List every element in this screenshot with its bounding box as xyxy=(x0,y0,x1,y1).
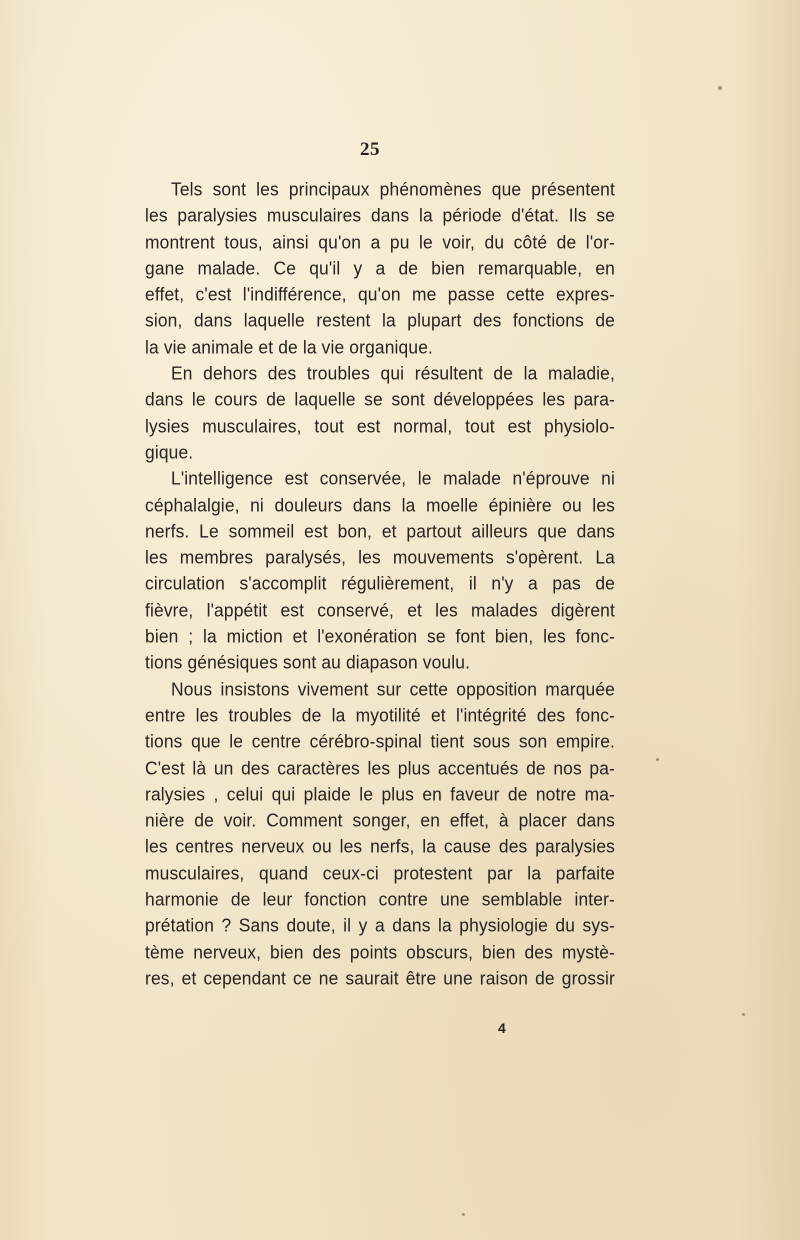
text-line: les paralysies musculaires dans la période d'état. Ils se xyxy=(145,204,615,226)
text-line: harmonie de leur fonction contre une semblable inter- xyxy=(145,888,615,910)
text-line: nerfs. Le sommeil est bon, et partout ailleurs que dans xyxy=(145,520,615,542)
body-text xyxy=(145,176,615,991)
text-line: dans le cours de laquelle se sont développées les para- xyxy=(145,388,615,410)
text-line: tions que le centre cérébro-spinal tient sous son empire. xyxy=(145,730,615,752)
text-line: les centres nerveux ou les nerfs, la cause des paralysies xyxy=(145,835,615,858)
text-line: tions génésiques sont au diapason voulu. xyxy=(145,651,471,673)
text-line: En dehors des troubles qui résultent de la maladie, xyxy=(171,362,615,384)
text-line: res, et cependant ce ne saurait être une raison de grossir xyxy=(145,967,615,989)
text-line: prétation ? Sans doute, il y a dans la physiologie du sys- xyxy=(145,914,615,936)
text-line: effet, c'est l'indifférence, qu'on me passe cette expres- xyxy=(145,283,615,305)
text-line: céphalalgie, ni douleurs dans la moelle épinière ou les xyxy=(145,493,615,516)
paper-speck xyxy=(462,1213,465,1216)
text-line: sion, dans laquelle restent la plupart des fonctions de xyxy=(145,309,615,332)
text-line: musculaires, quand ceux-ci protestent par la parfaite xyxy=(145,862,615,884)
text-line: la vie animale et de la vie organique. xyxy=(145,336,433,358)
paragraph-2 xyxy=(145,360,615,465)
text-line: entre les troubles de la myotilité et l'intégrité des fonc- xyxy=(145,704,615,726)
text-line: bien ; la miction et l'exonération se font bien, les fonc- xyxy=(145,625,615,647)
paper-speck xyxy=(742,1013,745,1016)
text-line: lysies musculaires, tout est normal, tout est physiolo- xyxy=(145,415,615,437)
text-line: circulation s'accomplit régulièrement, il n'y a pas de xyxy=(145,572,615,595)
page-number: 25 xyxy=(360,139,380,160)
paragraph-1 xyxy=(145,176,615,360)
text-line: les membres paralysés, les mouvements s'opèrent. La xyxy=(145,546,615,568)
text-line: tème nerveux, bien des points obscurs, bien des mystè- xyxy=(145,941,615,963)
paragraph-4 xyxy=(145,676,615,992)
text-line: Tels sont les principaux phénomènes que présentent xyxy=(171,178,615,200)
text-line: montrent tous, ainsi qu'on a pu le voir, du côté de l'or- xyxy=(145,230,615,253)
text-line: C'est là un des caractères les plus accentués de nos pa- xyxy=(145,756,615,779)
text-line: gane malade. Ce qu'il y a de bien remarquable, en xyxy=(145,257,615,279)
paper-speck xyxy=(718,86,722,90)
text-line: nière de voir. Comment songer, en effet, à placer dans xyxy=(145,809,615,831)
text-line: fièvre, l'appétit est conservé, et les malades digèrent xyxy=(145,599,615,621)
text-line: ralysies , celui qui plaide le plus en faveur de notre ma- xyxy=(145,783,615,805)
paper-speck xyxy=(656,758,659,761)
text-line: gique. xyxy=(145,441,194,463)
paragraph-3 xyxy=(145,465,615,675)
text-line: L'intelligence est conservée, le malade n'éprouve ni xyxy=(171,467,615,489)
text-line: Nous insistons vivement sur cette opposition marquée xyxy=(171,678,615,700)
signature-mark: 4 xyxy=(498,1020,506,1036)
